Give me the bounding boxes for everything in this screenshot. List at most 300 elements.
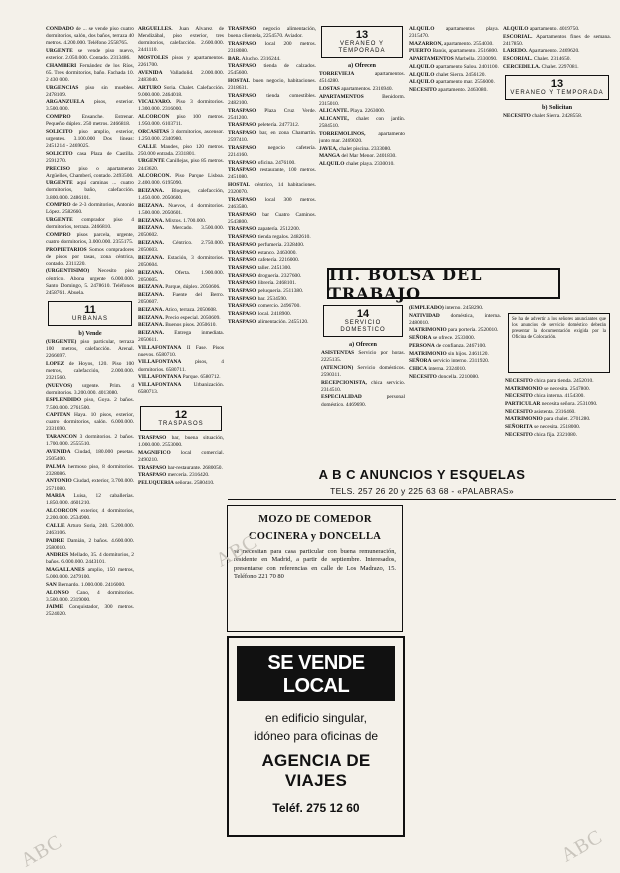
entry-keyword: SEÑORA (409, 358, 432, 365)
entry-keyword: ALQUILO (409, 71, 435, 78)
entry-keyword: TRASPASO (228, 318, 257, 325)
subsection-heading: b) Vende (78, 329, 102, 337)
entry-keyword: (URGENTE) (46, 338, 77, 345)
entry-text: piso amplio, exterior, urgentes. 3.100.000 Dos líneas: 2451214 - 2469025. (46, 128, 134, 150)
column-9 (505, 378, 613, 838)
classified-entry (409, 335, 501, 342)
entry-text: Fuente del Berro. 2050607. (138, 292, 224, 306)
entry-text: apartamentos. 4514280. (319, 71, 405, 85)
entry-text: doncella. 2210080. (436, 373, 480, 380)
section-header-traspasos (140, 406, 222, 431)
classified-entry (46, 166, 134, 180)
entry-keyword: NECESITO (503, 113, 531, 120)
local-sale-ad-box (227, 636, 405, 837)
entry-text: Luisa, 12 caballerías. 1.850.000. 4601210. (46, 493, 134, 507)
entry-keyword: VICALVARO. (138, 99, 172, 106)
classified-entry (138, 315, 224, 322)
classified-entry (46, 247, 134, 268)
entry-keyword: ALICANTE, (319, 116, 349, 123)
entry-text: Mercado. 3.500.000. 2050602. (138, 225, 224, 239)
entry-text: chica servicio. 2314510. (321, 379, 405, 393)
entry-keyword: MOSTOLES (138, 54, 169, 61)
entry-text: chalet con jardín. 2584510. (319, 116, 405, 130)
entry-text: de Hoyos, 120. Piso 100 metros, calefacción, 2.000.000. 2321560. (46, 360, 134, 381)
entry-text: tienda de calzados. 2545600. (228, 63, 316, 77)
entry-text: chalet playa. 2330010. (344, 160, 395, 167)
classified-entry (228, 288, 316, 295)
classified-entry (228, 250, 316, 257)
ad-line: idóneo para oficinas de (253, 729, 379, 743)
entry-keyword: ALQUILO (409, 26, 435, 32)
classified-entry (319, 131, 405, 145)
entry-text: mercería. 2316420. (166, 472, 210, 479)
classified-entry (503, 56, 611, 63)
entry-text: comprador piso 4 dormitorios, terraza. 2466810. (46, 216, 134, 231)
classified-entry (505, 432, 613, 439)
entry-keyword: CALLE (138, 143, 157, 150)
entry-text: Servicio por horas. 2225135. (321, 350, 405, 364)
column-5 (409, 26, 499, 261)
entry-keyword: (ATENCION) (321, 364, 354, 371)
entry-keyword: ESPECIALIDAD (321, 394, 362, 401)
subsection-heading: a) Ofrecen (348, 62, 376, 69)
entry-text: de confianza. 2467100. (434, 342, 487, 349)
classified-entry (138, 345, 224, 359)
entry-keyword: ALCORCON (46, 507, 78, 514)
classified-entry (46, 397, 134, 411)
classified-entry (46, 151, 134, 165)
classified-entry (228, 26, 316, 40)
entry-keyword: AVENIDA (138, 69, 163, 76)
entry-keyword: AVENIDA (46, 448, 71, 455)
classified-entry (138, 322, 224, 329)
classified-entry (46, 604, 134, 618)
classified-entry (138, 435, 224, 449)
entry-keyword: ARGANZUELA (46, 99, 85, 106)
entry-keyword: SOLICITO (46, 128, 73, 135)
entry-keyword: MATRIMONIO (505, 416, 543, 423)
entry-text: II Fase. Pisos nuevos. 6580710. (138, 344, 224, 358)
entry-keyword: TRASPASO (228, 234, 257, 241)
classified-entry (138, 374, 224, 381)
classified-list (46, 339, 134, 619)
entry-text: apartamento. 2463080. (436, 86, 488, 93)
section-name: TRASPASOS (158, 421, 204, 428)
entry-text: Parque, dúplex. 2050606. (163, 284, 221, 291)
section-name: VERANEO Y TEMPORADA (510, 89, 604, 96)
entry-keyword: TRASPASO (228, 241, 257, 248)
entry-text: Fernández de los Ríos, 65. Tres dormitorios, baño. Fachada 10. 2 430 000. (46, 62, 134, 83)
classified-entry (228, 160, 316, 167)
entry-keyword: ANDRES (46, 552, 69, 559)
bolsa-del-trabajo-banner: III. BOLSA DEL TRABAJO (327, 268, 560, 299)
entry-keyword: JAVEA, (319, 145, 338, 152)
entry-text: alimentación. 2455120. (256, 318, 309, 325)
classified-entry (138, 240, 224, 254)
column-1 (46, 26, 134, 861)
entry-keyword: TRASPASO (228, 159, 257, 166)
entry-keyword: TRASPASO (228, 249, 257, 256)
classified-entry (228, 197, 316, 211)
classified-entry (46, 232, 134, 246)
entry-text: 3 dormitorios, ascensor. 1.250.000. 2340980. (138, 128, 224, 142)
classified-entry (228, 265, 316, 272)
classified-entry (228, 93, 316, 107)
entry-text: Estación, 3 dormitorios. 2050604. (138, 254, 224, 268)
entry-keyword: ORCASITAS (138, 128, 170, 135)
entry-text: exterior, 4 dormitorios, 2.200.000. 2534900. (46, 507, 134, 522)
entry-keyword: HOSTAL (228, 78, 251, 85)
entry-keyword: BEIZANA. (138, 240, 164, 247)
entry-keyword: MANGA (319, 153, 340, 160)
entry-keyword: COMPRO (46, 231, 71, 238)
classified-entry (505, 424, 613, 431)
entry-text: pisos parcela, urgente, cuatro dormitorios, 3.000.000. 2355175. (46, 231, 134, 245)
ad-agency: AGENCIA DE VIAJES (261, 751, 371, 790)
entry-text: chalet piscina. 2333080. (337, 145, 392, 152)
classified-list (503, 113, 611, 120)
entry-keyword: ALQUILO (409, 79, 435, 86)
entry-keyword: COMPRO (46, 202, 71, 209)
column-2 (138, 26, 224, 861)
section-name: VERANEO Y TEMPORADA (338, 41, 386, 54)
classified-entry (46, 508, 134, 522)
subsection-heading: a) Ofrecen (349, 341, 377, 348)
entry-text: apartamento mar. 2556000. (434, 79, 495, 86)
classified-entry (319, 94, 405, 108)
entry-text: Conquistador, 300 metros. 2524020. (46, 604, 134, 618)
entry-keyword: APARTAMENTOS (409, 56, 454, 63)
watermark: ABC (17, 830, 67, 872)
entry-text: personal doméstico. 4469690. (321, 394, 405, 408)
entry-keyword: TRASPASO (228, 311, 257, 317)
entry-text: negocio alimentación, buena clientela, 2254570. Aviador. (228, 26, 316, 40)
classified-entry (228, 303, 316, 310)
classified-entry (138, 99, 224, 113)
classified-entry (138, 114, 224, 128)
entry-text: urgente. Prim. 4 dormitorios. 3.200.000. 4013080. (46, 382, 134, 396)
entry-text: peletería. 2477312. (256, 122, 300, 129)
entry-keyword: BEIZANA. (138, 188, 164, 194)
entry-text: comercio. 2496700. (256, 303, 301, 310)
classified-entry (228, 296, 316, 303)
classified-entry (138, 359, 224, 373)
entry-text: doméstica, interna. 2480010. (409, 312, 501, 326)
classified-entry (138, 225, 224, 239)
entry-keyword: BEIZANA. (138, 322, 164, 329)
entry-keyword: ARGUELLES. (138, 26, 173, 32)
classified-entry (505, 401, 613, 408)
entry-keyword: BEIZANA. (138, 202, 164, 209)
entry-keyword: VILLAFONTANA (138, 381, 182, 388)
entry-keyword: TRASPASO (228, 303, 257, 310)
classified-entry (228, 273, 316, 280)
entry-text: pisos, 4 dormitorios. 6580711. (138, 359, 224, 373)
entry-text: apartamento. 4019750. (528, 26, 580, 32)
entry-text: amplio, 150 metros, 5.000.000. 2479100. (46, 567, 134, 581)
entry-keyword: ARTURO (138, 84, 162, 91)
classified-entry (46, 180, 134, 201)
classified-entry (228, 41, 316, 55)
entry-keyword: CALLE (46, 522, 65, 529)
entry-keyword: MATRIMONIO (505, 385, 543, 392)
entry-keyword: (NUEVOS) (46, 382, 72, 389)
entry-text: local 300 metros. 2463580. (228, 196, 316, 210)
entry-text: taller. 2451300. (256, 264, 292, 271)
entry-text: chica para tienda. 2452010. (532, 378, 594, 384)
entry-text: se ofrece. 2533000. (431, 335, 476, 342)
classified-entry (409, 56, 499, 63)
entry-keyword: PADRE (46, 537, 65, 544)
entry-text: asistenta. 2316460. (532, 408, 576, 415)
classified-entry (505, 409, 613, 416)
entry-text: apartamentos. 2316940. (339, 85, 393, 92)
classified-entry (409, 327, 501, 334)
classified-entry (409, 64, 499, 71)
abc-telephones: TELS. 257 26 20 y 225 63 68 - «PALABRAS» (330, 486, 514, 496)
entry-keyword: NECESITO (505, 431, 533, 438)
entry-keyword: TRASPASO (228, 167, 257, 174)
ad-headline: SE VENDE LOCAL (237, 646, 395, 701)
entry-keyword: VILLAFONTANA (138, 344, 182, 351)
classified-entry (138, 472, 224, 479)
entry-keyword: ASISTENTAS (321, 350, 355, 357)
classified-entry (319, 161, 405, 168)
classified-entry (46, 63, 134, 84)
entry-keyword: CHAMBERI (46, 62, 77, 69)
entry-keyword: BEIZANA. (138, 225, 164, 232)
classified-entry (46, 361, 134, 382)
classified-entry (138, 450, 224, 464)
entry-text: Oferta. 1.900.000. 2050605. (138, 269, 224, 283)
entry-text: chalet Sierra. 2428558. (530, 113, 583, 120)
entry-keyword: BEIZANA. (138, 269, 164, 276)
entry-keyword: TRASPASO (228, 280, 257, 287)
classified-entry (409, 79, 499, 86)
entry-keyword: URGENCIAS (46, 84, 79, 91)
classified-entry (46, 523, 134, 537)
classified-entry (321, 350, 405, 364)
entry-text: Haya. 10 pisos, exterior, cuatro dormitorios, salón. 6.000.000. 2331690. (46, 412, 134, 433)
classified-entry (505, 386, 613, 393)
classified-list (409, 305, 501, 381)
classified-entry (46, 383, 134, 397)
entry-text: negocio cafetería. 2214160. (228, 144, 316, 158)
classified-entry (138, 330, 224, 344)
entry-text: Parque. 6580712. (181, 374, 221, 381)
classified-entry (228, 130, 316, 144)
entry-text: piso 100 metros. 1.950.000. 6103711. (138, 114, 224, 128)
classified-list (409, 26, 499, 94)
entry-text: se necesita. 2547800. (542, 385, 591, 392)
classified-entry (46, 129, 134, 150)
entry-keyword: ALCORCON. (138, 173, 171, 180)
section-number: 12 (174, 409, 188, 422)
classified-entry (138, 173, 224, 187)
entry-text: Mellado, 35. 4 dormitorios, 2 baños. 6.000.000. 2443101. (46, 552, 134, 566)
section-name: SERVICIO DOMESTICO (340, 320, 386, 333)
classified-entry (138, 203, 224, 217)
classified-entry (503, 48, 611, 55)
entry-keyword: ESCORIAL. (503, 56, 533, 63)
classified-entry (46, 48, 134, 62)
classified-entry (138, 85, 224, 99)
classified-entry (228, 234, 316, 241)
classified-entry (321, 394, 405, 408)
classified-entry (46, 114, 134, 128)
notice-box: Se ha de advertir a los señores anunciantes que los anuncios de servicio doméstico deberán presentar la documentación exigida por la Oficina de Colocación. (508, 313, 610, 373)
entry-keyword: TRASPASO (228, 63, 257, 70)
entry-keyword: MAGNIFICO (138, 449, 171, 456)
classified-entry (46, 26, 134, 47)
entry-keyword: BEIZANA. (138, 254, 164, 261)
classified-entry (138, 144, 224, 158)
entry-text: bar, buena situación, 1.000.000. 2553000. (138, 435, 224, 449)
entry-keyword: TRASPASO (228, 295, 257, 302)
classified-entry (503, 26, 611, 33)
entry-text: para portería. 2520010. (446, 327, 499, 334)
classified-entry (409, 305, 501, 312)
abc-anuncios-title: A B C ANUNCIOS Y ESQUELAS (318, 467, 526, 482)
entry-keyword: URGENTE (46, 180, 73, 187)
entry-keyword: BEIZANA. (138, 329, 164, 336)
classified-entry (46, 339, 134, 360)
classified-entry (228, 182, 316, 196)
entry-text: para chalet. 2701280. (542, 416, 591, 423)
entry-text: Valladolid. 2.000.000. 2483040. (138, 69, 224, 83)
classified-entry (138, 307, 224, 314)
entry-text: Piso Parque Lisboa. 2.400.000. 6195090. (138, 173, 224, 187)
entry-keyword: MATRIMONIO (409, 327, 447, 334)
entry-text: Juan Álvarez de Mendizábal, piso exterior, tres dormitorios, calefacción. 2.600.000. 2441110. (138, 26, 224, 54)
entry-text: Entrega inmediata. 2050611. (138, 329, 224, 343)
classified-entry (138, 284, 224, 291)
entry-keyword: TRASPASO (228, 196, 257, 203)
entry-text: hermoso piso, 8 dormitorios. 2328086. (46, 463, 134, 477)
entry-keyword: BEIZANA. (138, 306, 164, 313)
entry-text: bar Cuatro Caminos. 2543800. (228, 211, 316, 225)
entry-text: del Mar Menor. 2401830. (339, 153, 397, 160)
entry-text: Plaza Cruz Verde. 2541200. (228, 107, 316, 121)
subsection-heading: b) Solicitan (541, 103, 573, 111)
classified-entry (409, 48, 499, 55)
entry-keyword: MAGALLANES (46, 567, 85, 574)
section-name: URBANAS (71, 315, 108, 322)
entry-keyword: APARTAMENTOS (319, 93, 364, 100)
entry-keyword: MATRIMONIO (409, 350, 447, 357)
classified-entry (138, 292, 224, 306)
entry-text: aquí caminas ... cuatro dormitorios, baño, calefacción. 3.800.000. 2486101. (46, 180, 134, 201)
entry-text: interno. 2458290. (443, 305, 484, 311)
classified-entry (138, 55, 224, 69)
entry-keyword: ALICANTE. (319, 108, 349, 115)
entry-text: Céntrico. 2.750.000. 2050603. (138, 240, 224, 254)
classified-entry (228, 319, 316, 326)
classified-entry (46, 552, 134, 566)
entry-text: Ciudad, 180.000 pesetas. 2505400. (46, 448, 134, 462)
entry-keyword: ALQUILO (503, 26, 529, 32)
entry-text: piso particular, terraza 100 metros, calefacción. Arenal. 2266697. (46, 338, 134, 360)
classified-entry (138, 480, 224, 487)
entry-text: Apartamento. 2469620. (527, 48, 580, 55)
ad-line: en edificio singular, (264, 711, 368, 725)
entry-text: droguería. 2327600. (256, 272, 302, 279)
classified-entry (228, 311, 316, 318)
classified-entry (409, 374, 501, 381)
classified-entry (138, 255, 224, 269)
watermark: ABC (557, 825, 607, 867)
entry-keyword: COMPRO (46, 114, 71, 121)
entry-keyword: CAPITAN (46, 412, 71, 419)
entry-text: Somos compradores de pisos por tasas, zona céntrica, contado. 2311220. (46, 246, 134, 267)
classified-entry (46, 582, 134, 589)
classified-entry (409, 313, 501, 327)
entry-text: Playa. 2263000. (348, 108, 386, 115)
entry-text: Maudes, piso 120 metros. 250.000 entrada. 2331801. (138, 143, 224, 157)
entry-keyword: (URGENTISIMO) (46, 268, 90, 275)
divider (228, 499, 616, 500)
classified-entry (228, 63, 316, 77)
entry-text: restaurante, 100 metros. 2451080. (228, 167, 316, 181)
entry-keyword: CERCEDILLA. (503, 63, 541, 70)
classified-entry (409, 87, 499, 94)
classified-entry (319, 86, 405, 93)
entry-text: casa Plaza de Castilla. 2591270. (46, 150, 134, 164)
entry-text: Chalet. 2314650. (532, 56, 571, 63)
classified-entry (46, 464, 134, 478)
entry-text: zapatería. 2512200. (256, 226, 301, 233)
classified-entry (409, 26, 499, 40)
entry-text: Precio especial. 2050609. (163, 314, 221, 321)
entry-keyword: TRASPASO (228, 226, 257, 233)
entry-keyword: TORREMOLINOS, (319, 130, 366, 137)
entry-text: Bernardo. 1.000.000. 2416000. (56, 581, 126, 588)
classified-entry (321, 365, 405, 379)
classified-entry (409, 72, 499, 79)
ad-heading: MOZO DE COMEDOR (258, 514, 372, 525)
entry-keyword: TARANCON (46, 434, 77, 441)
classified-entry (46, 493, 134, 507)
classified-list (46, 26, 134, 297)
entry-text: señoras. 2580410. (173, 480, 215, 487)
entry-text: de 2-3 dormitorios, Antonio López. 2582660. (46, 202, 134, 216)
entry-keyword: ALCORCON (138, 114, 170, 121)
classified-entry (138, 158, 224, 172)
classified-entry (505, 416, 613, 423)
entry-text: apartamentos playa. 2315470. (409, 26, 499, 40)
classified-entry (138, 26, 224, 54)
classified-entry (319, 71, 405, 85)
entry-text: Damián, 2 baños. 4.600.000. 2580010. (46, 537, 134, 551)
entry-text: Nuevos, 4 dormitorios. 1.500.000. 2050601. (138, 202, 224, 216)
entry-text: perfumería. 2328400. (256, 241, 305, 248)
entry-text: piso, Goya. 2 baños. 7.500.000. 2761500. (46, 397, 134, 411)
section-header-veraneo (505, 75, 609, 100)
ad-telephone: Teléf. 275 12 60 (272, 801, 360, 815)
entry-keyword: SOLICITO (46, 150, 73, 157)
entry-text: Canillejas, piso 85 metros. 2443620. (138, 158, 224, 172)
entry-text: se necesita. 2518000. (532, 424, 581, 431)
column-8 (409, 305, 501, 845)
classified-entry (46, 434, 134, 448)
entry-keyword: LOSTAS (319, 85, 340, 92)
classified-entry (46, 99, 134, 113)
entry-keyword: TRASPASO (228, 26, 257, 32)
classified-entry (228, 257, 316, 264)
entry-text: Ciudad, exterior, 3.700.000. 2571080. (46, 478, 134, 492)
ad-body: se necesitan para casa particular con buena remuneración, residente en Madrid, a partir de septiembre. Interesados, presentarse con referencias en calle de Los Madrazo, 15. Teléfono 221 70 80 (234, 548, 396, 581)
classified-entry (46, 538, 134, 552)
